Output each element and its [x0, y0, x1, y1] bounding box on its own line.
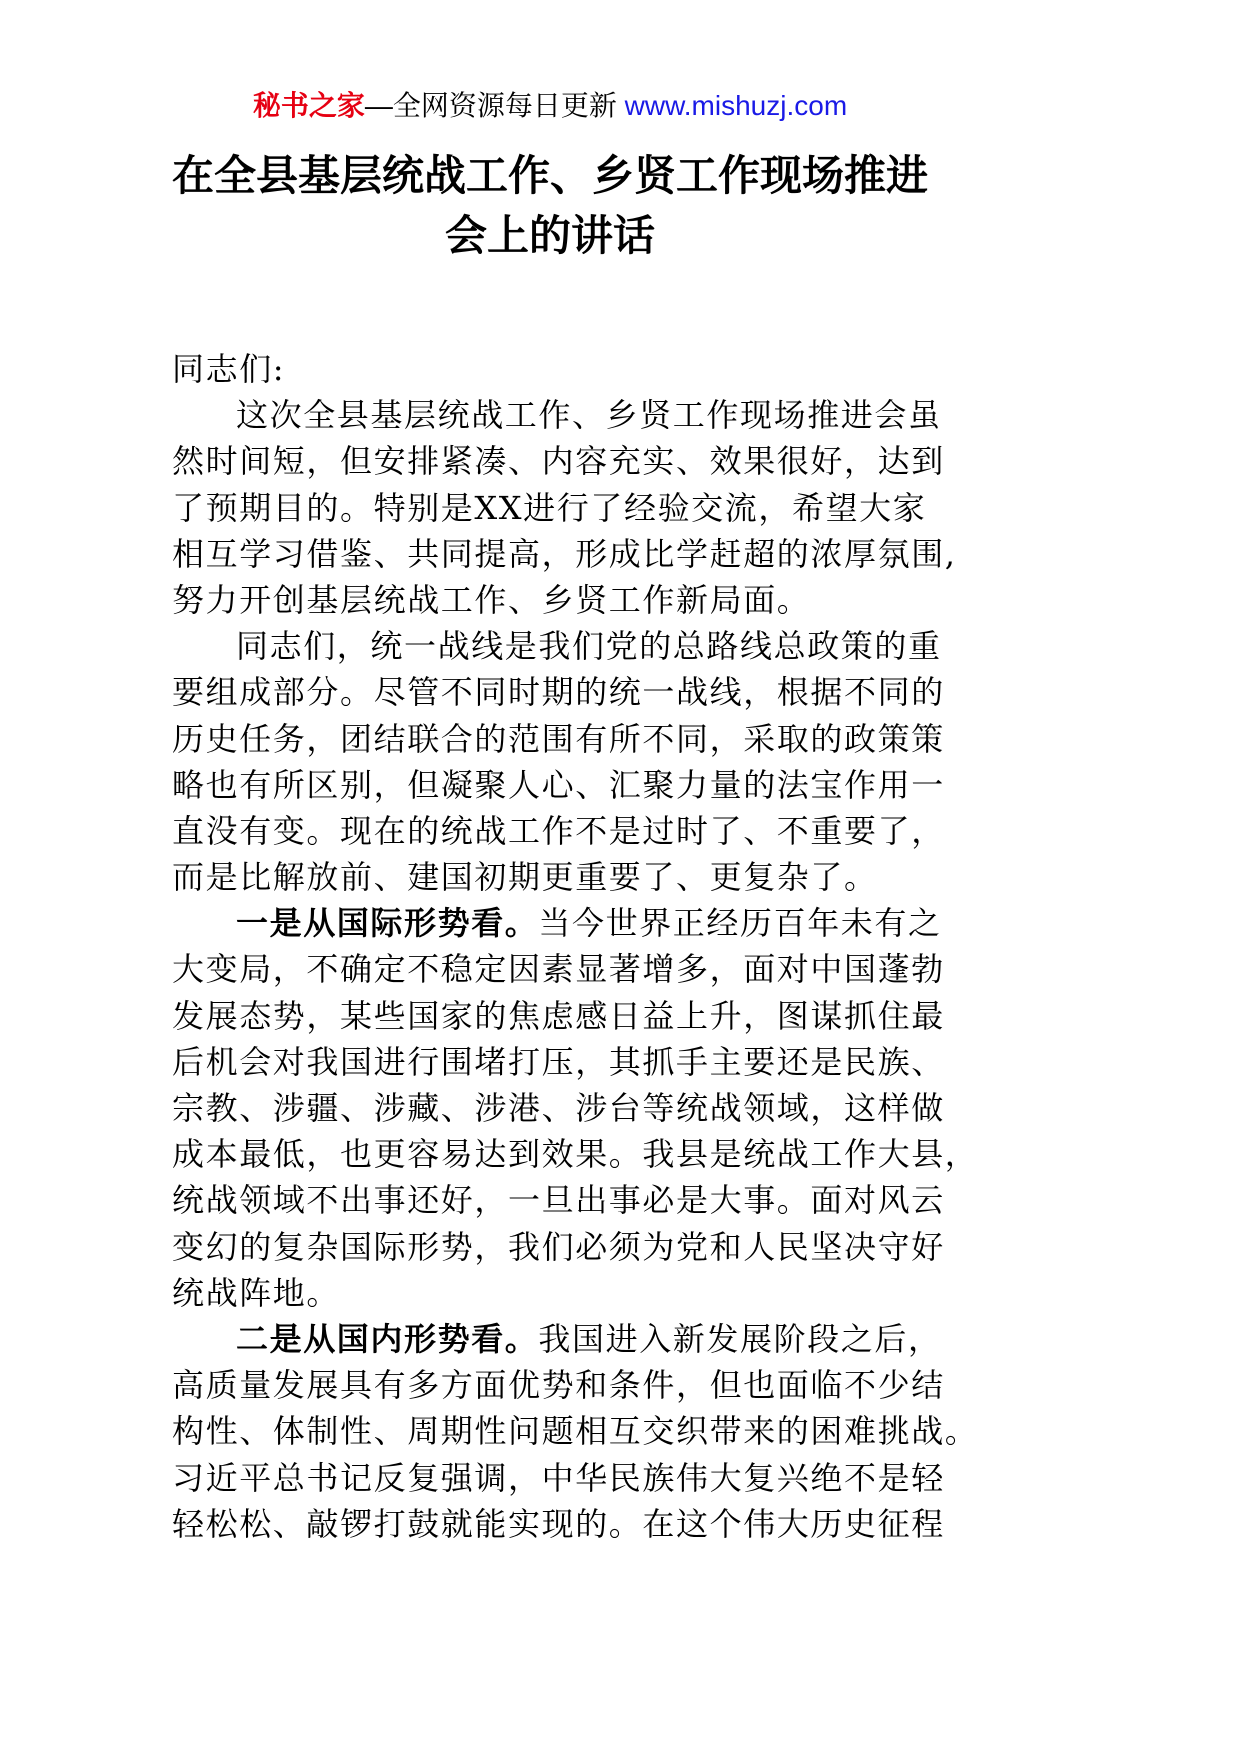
paragraph-text: 当今世界正经历百年未有之: [538, 904, 942, 943]
paragraph-line: 成本最低，也更容易达到效果。我县是统战工作大县，: [172, 1135, 979, 1174]
paragraph-text: 我国进入新发展阶段之后，: [538, 1319, 942, 1358]
site-url-link[interactable]: www.mishuzj.com: [624, 90, 848, 121]
paragraph-line: [172, 900, 962, 946]
paragraph-line: 同志们，统一战线是我们党的总路线总政策的重: [236, 627, 942, 666]
paragraph-line: 构性、体制性、周期性问题相互交织带来的困难挑战。: [172, 1412, 979, 1451]
paragraph-line: 习近平总书记反复强调，中华民族伟大复兴绝不是轻: [172, 1458, 945, 1497]
paragraph-line: 轻松松、敲锣打鼓就能实现的。在这个伟大历史征程: [172, 1504, 945, 1543]
paragraph-line: 变幻的复杂国际形势，我们必须为党和人民坚决守好: [172, 1227, 945, 1266]
paragraph-line: 发展态势，某些国家的焦虑感日益上升，图谋抓住最: [172, 996, 945, 1035]
site-tagline: —全网资源每日更新: [364, 90, 625, 121]
section-heading-international: 一是从国际形势看。: [236, 904, 539, 943]
title-line-1: 在全县基层统战工作、乡贤工作现场推进: [171, 151, 928, 200]
paragraph-line: 后机会对我国进行围堵打压，其抓手主要还是民族、: [172, 1042, 945, 1081]
paragraph-line: 统战阵地。: [172, 1273, 341, 1312]
paragraph-line: 相互学习借鉴、共同提高，形成比学赶超的浓厚氛围,: [172, 534, 957, 573]
title-line-2: 会上的讲话: [444, 211, 655, 260]
salutation: 同志们:: [172, 350, 286, 388]
paragraph-line: 直没有变。现在的统战工作不是过时了、不重要了，: [172, 811, 945, 850]
paragraph-line: 这次全县基层统战工作、乡贤工作现场推进会虽: [236, 396, 942, 435]
paragraph-line: 统战领域不出事还好，一旦出事必是大事。面对风云: [172, 1181, 945, 1220]
site-header: [0, 86, 1100, 126]
paragraph-line: 努力开创基层统战工作、乡贤工作新局面。: [172, 580, 811, 619]
document-title: [0, 146, 1100, 266]
paragraph-line: 大变局，不确定不稳定因素显著增多，面对中国蓬勃: [172, 950, 945, 989]
paragraph-line: 要组成部分。尽管不同时期的统一战线，根据不同的: [172, 673, 945, 712]
paragraph-line: 而是比解放前、建国初期更重要了、更复杂了。: [172, 858, 878, 897]
paragraph-line: 宗教、涉疆、涉藏、涉港、涉台等统战领域，这样做: [172, 1089, 945, 1127]
paragraph-line: 然时间短，但安排紧凑、内容充实、效果很好，达到: [172, 442, 945, 481]
paragraph-line: [172, 1316, 962, 1362]
paragraph-line: 略也有所区别，但凝聚人心、汇聚力量的法宝作用一: [172, 765, 945, 804]
speech-body: [172, 346, 979, 1547]
paragraph-line: 历史任务，团结联合的范围有所不同，采取的政策策: [172, 719, 945, 758]
paragraph-line: 了预期目的。特别是XX进行了经验交流，希望大家: [172, 488, 927, 527]
paragraph-line: 高质量发展具有多方面优势和条件，但也面临不少结: [172, 1366, 945, 1405]
section-heading-domestic: 二是从国内形势看。: [236, 1319, 539, 1358]
brand-name: 秘书之家: [252, 90, 365, 121]
